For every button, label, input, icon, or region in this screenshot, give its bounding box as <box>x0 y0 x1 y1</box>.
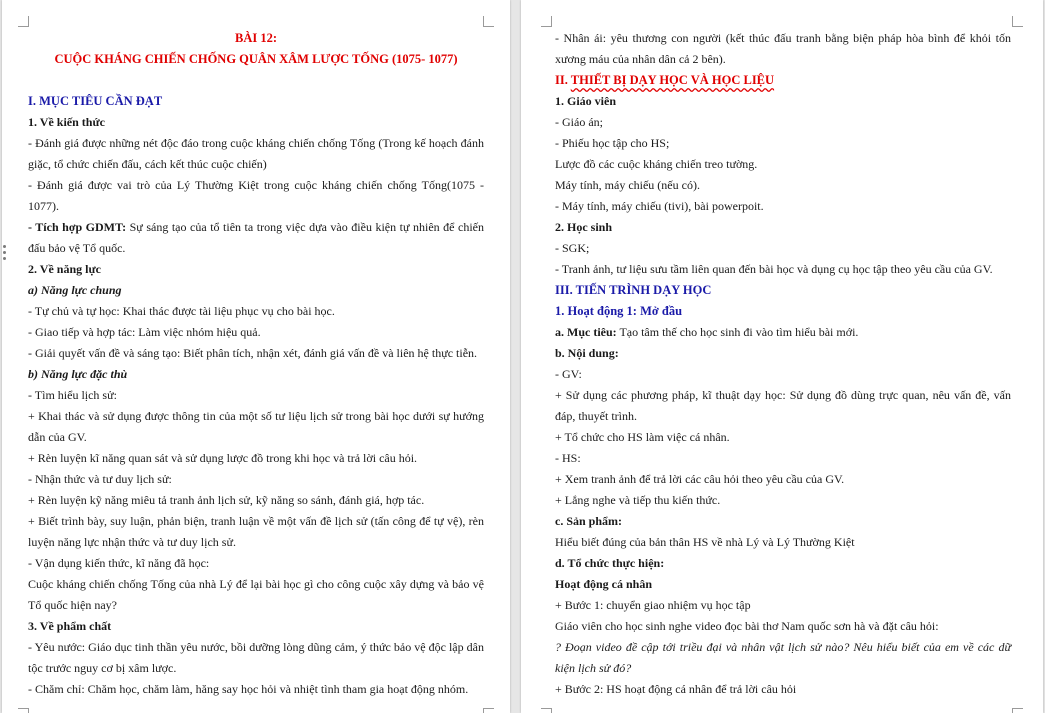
section-heading-equipment <box>555 70 1011 91</box>
paragraph: - Giáo án; <box>555 115 603 129</box>
paragraph: - HS: <box>555 451 581 465</box>
content-label: b. Nội dung: <box>555 346 619 360</box>
lesson-number: BÀI 12: <box>234 31 278 45</box>
paragraph: + Xem tranh ảnh để trả lời các câu hỏi theo yêu cầu của GV. <box>555 472 845 486</box>
margin-corner-mark <box>483 16 494 27</box>
margin-corner-mark <box>541 708 552 713</box>
paragraph-objective <box>555 322 1011 343</box>
paragraph: - SGK; <box>555 241 590 255</box>
margin-corner-mark <box>1012 16 1023 27</box>
subheading-student: 2. Học sinh <box>555 220 613 234</box>
document-page-left <box>2 0 510 713</box>
paragraph: Hiểu biết đúng của bản thân HS về nhà Lý và Lý Thường Kiệt <box>555 535 855 549</box>
paragraph: - Giải quyết vấn đề và sáng tạo: Biết phân tích, nhận xét, đánh giá vấn đề và liên hệ thực tiễn. <box>28 346 478 360</box>
objective-text: Tạo tâm thế cho học sinh đi vào tìm hiểu bài mới. <box>616 325 859 339</box>
gdmt-text: Sự sáng tạo của tổ tiên ta trong việc dựa vào điều kiện tự nhiên để chiến đấu bảo vệ Tổ quốc. <box>28 220 485 255</box>
page-content-left <box>28 28 484 700</box>
paragraph: - Vận dụng kiến thức, kĩ năng đã học: <box>28 556 210 570</box>
section-number: II. <box>555 73 571 87</box>
section-heading-objectives: I. MỤC TIÊU CẦN ĐẠT <box>28 94 163 108</box>
paragraph: Cuộc kháng chiến chống Tống của nhà Lý để lại bài học gì cho công cuộc xây dựng và bảo vệ Tổ quốc hiện nay? <box>28 577 484 612</box>
paragraph: Lược đồ các cuộc kháng chiến treo tường. <box>555 157 758 171</box>
paragraph: - Tìm hiểu lịch sử: <box>28 388 117 402</box>
paragraph: - Tự chủ và tự học: Khai thác được tài liệu phục vụ cho bài học. <box>28 304 335 318</box>
question-paragraph: ? Đoạn video đề cập tới triều đại và nhân vật lịch sử nào? Nêu hiểu biết của em về các dữ kiện lịch sử đó? <box>555 640 1011 675</box>
paragraph: - Phiếu học tập cho HS; <box>555 136 670 150</box>
paragraph: - Đánh giá được vai trò của Lý Thường Kiệt trong cuộc kháng chiến chống Tống(1075 - 1077). <box>28 178 484 213</box>
paragraph: - GV: <box>555 367 582 381</box>
paragraph: + Rèn luyện kĩ năng quan sát và sử dụng lược đồ trong khi học và trả lời câu hỏi. <box>28 451 418 465</box>
subheading-general-competence: a) Năng lực chung <box>28 283 122 297</box>
section-heading-process: III. TIẾN TRÌNH DẠY HỌC <box>555 283 712 297</box>
section-heading-text: THIẾT BỊ DẠY HỌC VÀ HỌC LIỆU <box>570 73 775 87</box>
subheading-teacher: 1. Giáo viên <box>555 94 617 108</box>
product-label: c. Sản phẩm: <box>555 514 623 528</box>
paragraph: - Nhân ái: yêu thương con người (kết thúc đấu tranh bằng biện pháp hòa bình để khỏi tốn xương máu của nhân dân cả 2 bên). <box>555 31 1011 66</box>
lesson-title: CUỘC KHÁNG CHIẾN CHỐNG QUÂN XÂM LƯỢC TỐNG (1075- 1077) <box>54 52 458 66</box>
paragraph: + Bước 2: HS hoạt động cá nhân để trả lời câu hỏi <box>555 682 797 696</box>
margin-corner-mark <box>541 16 552 27</box>
paragraph: - Tranh ảnh, tư liệu sưu tầm liên quan đến bài học và dụng cụ học tập theo yêu cầu của GV. <box>555 262 993 276</box>
subheading-specific-competence: b) Năng lực đặc thù <box>28 367 128 381</box>
paragraph: + Khai thác và sử dụng được thông tin của một số tư liệu lịch sử trong bài học dưới sự hướng dẫn của GV. <box>28 409 484 444</box>
paragraph: + Tổ chức cho HS làm việc cá nhân. <box>555 430 730 444</box>
paragraph: - Đánh giá được những nét độc đáo trong cuộc kháng chiến chống Tống (Trong kế hoạch đánh giặc, tổ chức chiến đấu, cách kết thúc cuộc chiến) <box>28 136 484 171</box>
margin-corner-mark <box>483 708 494 713</box>
blank-line <box>28 70 484 91</box>
margin-corner-mark <box>1012 708 1023 713</box>
paragraph: + Biết trình bày, suy luận, phản biện, tranh luận về một vấn đề lịch sử (tấn công để tự vệ), rèn luyện năng lực nhận thức và tư duy lịch sử. <box>28 514 484 549</box>
margin-corner-mark <box>18 16 29 27</box>
paragraph: + Sử dụng các phương pháp, kĩ thuật dạy học: Sử dụng đồ dùng trực quan, nêu vấn đề, vấn đáp, thuyết trình. <box>555 388 1011 423</box>
subheading-knowledge: 1. Về kiến thức <box>28 115 105 129</box>
subheading-competence: 2. Về năng lực <box>28 262 101 276</box>
paragraph-gdmt <box>28 217 484 259</box>
paragraph: - Máy tính, máy chiếu (tivi), bài powerpoit. <box>555 199 764 213</box>
paragraph: + Bước 1: chuyển giao nhiệm vụ học tập <box>555 598 751 612</box>
paragraph: Máy tính, máy chiếu (nếu có). <box>555 178 700 192</box>
paragraph: - Chăm chỉ: Chăm học, chăm làm, hăng say học hỏi và nhiệt tình tham gia hoạt động nhóm. <box>28 682 469 696</box>
paragraph: + Rèn luyện kỹ năng miêu tả tranh ảnh lịch sử, kỹ năng so sánh, đánh giá, hợp tác. <box>28 493 425 507</box>
activity-heading: 1. Hoạt động 1: Mở đầu <box>555 304 683 318</box>
individual-activity-heading: Hoạt động cá nhân <box>555 577 653 591</box>
paragraph: - Yêu nước: Giáo dục tinh thần yêu nước, bồi dưỡng lòng dũng cảm, ý thức bảo vệ độc lập dân tộc trước nguy cơ bị xâm lược. <box>28 640 484 675</box>
paragraph: Giáo viên cho học sinh nghe video đọc bài thơ Nam quốc sơn hà và đặt câu hỏi: <box>555 619 939 633</box>
paragraph: - Nhận thức và tư duy lịch sử: <box>28 472 172 486</box>
paragraph: - Giao tiếp và hợp tác: Làm việc nhóm hiệu quả. <box>28 325 261 339</box>
margin-corner-mark <box>18 708 29 713</box>
pane-resize-handle[interactable] <box>3 245 6 263</box>
page-content-right <box>555 28 1011 700</box>
subheading-qualities: 3. Về phẩm chất <box>28 619 112 633</box>
organization-label: d. Tổ chức thực hiện: <box>555 556 665 570</box>
objective-label: a. Mục tiêu: <box>555 325 617 339</box>
paragraph: + Lắng nghe và tiếp thu kiến thức. <box>555 493 721 507</box>
document-page-right <box>521 0 1043 713</box>
gdmt-label: - Tích hợp GDMT: <box>28 220 127 234</box>
